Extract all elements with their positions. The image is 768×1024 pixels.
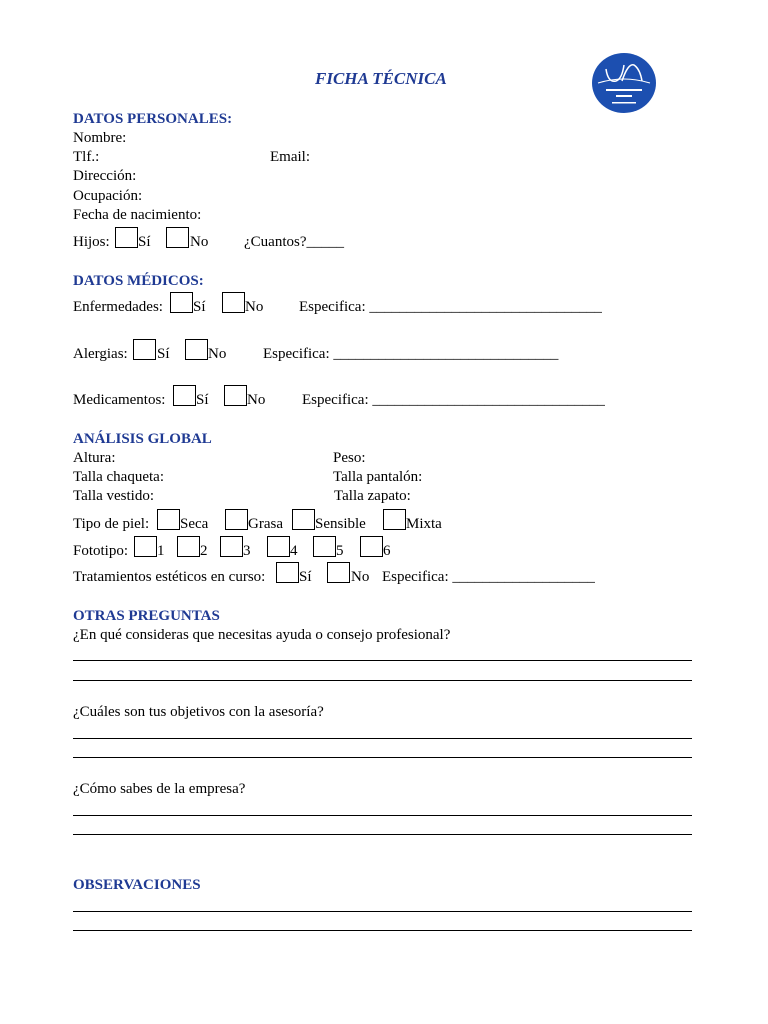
- answer-line[interactable]: [73, 738, 692, 739]
- checkbox-fototipo-3[interactable]: [220, 536, 243, 557]
- label-piel-mixta: Mixta: [406, 516, 442, 532]
- checkbox-alergias-no[interactable]: [185, 339, 208, 360]
- especifica-enfermedades: Especifica: _______________________________: [299, 299, 602, 315]
- label-email: Email:: [270, 149, 310, 165]
- label-piel-sensible: Sensible: [315, 516, 366, 532]
- label-talla-pantalon: Talla pantalón:: [333, 469, 423, 485]
- answer-line[interactable]: [73, 660, 692, 661]
- label-tratamientos: Tratamientos estéticos en curso:: [73, 569, 266, 585]
- label-talla-chaqueta: Talla chaqueta:: [73, 469, 164, 485]
- label-alergias: Alergias:: [73, 346, 128, 362]
- label-nombre: Nombre:: [73, 130, 127, 146]
- label-hijos-si: Sí: [138, 234, 151, 250]
- label-tipo-piel: Tipo de piel:: [73, 516, 150, 532]
- label-nacimiento: Fecha de nacimiento:: [73, 207, 202, 223]
- label-enfermedades-si: Sí: [193, 299, 206, 315]
- label-direccion: Dirección:: [73, 168, 137, 184]
- label-fototipo-6: 6: [383, 543, 391, 559]
- label-talla-vestido: Talla vestido:: [73, 488, 155, 504]
- checkbox-piel-sensible[interactable]: [292, 509, 315, 530]
- label-cuantos: ¿Cuantos?_____: [244, 234, 344, 250]
- label-medicamentos-si: Sí: [196, 392, 209, 408]
- label-piel-seca: Seca: [180, 516, 209, 532]
- label-peso: Peso:: [333, 450, 366, 466]
- question-objetivos: ¿Cuáles son tus objetivos con la asesoría?: [73, 704, 324, 720]
- page-title: FICHA TÉCNICA: [315, 69, 447, 88]
- checkbox-hijos-no[interactable]: [166, 227, 189, 248]
- checkbox-piel-mixta[interactable]: [383, 509, 406, 530]
- especifica-medicamentos: Especifica: _______________________________: [302, 392, 605, 408]
- label-fototipo: Fototipo:: [73, 543, 129, 559]
- label-alergias-no: No: [208, 346, 227, 362]
- label-medicamentos-no: No: [247, 392, 266, 408]
- logo-mark-icon: [592, 53, 656, 113]
- section-heading-personal: DATOS PERSONALES:: [73, 111, 233, 127]
- checkbox-enfermedades-no[interactable]: [222, 292, 245, 313]
- label-talla-zapato: Talla zapato:: [334, 488, 411, 504]
- checkbox-medicamentos-si[interactable]: [173, 385, 196, 406]
- checkbox-enfermedades-si[interactable]: [170, 292, 193, 313]
- label-medicamentos: Medicamentos:: [73, 392, 166, 408]
- question-ayuda: ¿En qué consideras que necesitas ayuda o consejo profesional?: [73, 627, 451, 643]
- label-hijos-no: No: [190, 234, 209, 250]
- label-ocupacion: Ocupación:: [73, 188, 143, 204]
- company-logo: [592, 53, 656, 113]
- checkbox-fototipo-6[interactable]: [360, 536, 383, 557]
- label-alergias-si: Sí: [157, 346, 170, 362]
- checkbox-fototipo-5[interactable]: [313, 536, 336, 557]
- section-heading-other: OTRAS PREGUNTAS: [73, 608, 220, 624]
- label-hijos: Hijos:: [73, 234, 110, 250]
- label-fototipo-2: 2: [200, 543, 208, 559]
- checkbox-tratamientos-no[interactable]: [327, 562, 350, 583]
- answer-line[interactable]: [73, 680, 692, 681]
- label-tratamientos-si: Sí: [299, 569, 312, 585]
- checkbox-fototipo-1[interactable]: [134, 536, 157, 557]
- especifica-alergias: Especifica: ______________________________: [263, 346, 559, 362]
- observaciones-line[interactable]: [73, 911, 692, 912]
- answer-line[interactable]: [73, 834, 692, 835]
- label-enfermedades-no: No: [245, 299, 264, 315]
- checkbox-medicamentos-no[interactable]: [224, 385, 247, 406]
- label-tratamientos-no: No: [351, 569, 370, 585]
- checkbox-fototipo-4[interactable]: [267, 536, 290, 557]
- question-empresa: ¿Cómo sabes de la empresa?: [73, 781, 246, 797]
- label-enfermedades: Enfermedades:: [73, 299, 163, 315]
- label-altura: Altura:: [73, 450, 116, 466]
- observaciones-line[interactable]: [73, 930, 692, 931]
- label-fototipo-1: 1: [157, 543, 165, 559]
- label-fototipo-5: 5: [336, 543, 344, 559]
- answer-line[interactable]: [73, 757, 692, 758]
- checkbox-tratamientos-si[interactable]: [276, 562, 299, 583]
- label-tlf: Tlf.:: [73, 149, 100, 165]
- section-heading-observaciones: OBSERVACIONES: [73, 877, 201, 893]
- section-heading-global: ANÁLISIS GLOBAL: [73, 431, 212, 447]
- label-fototipo-3: 3: [243, 543, 251, 559]
- label-piel-grasa: Grasa: [248, 516, 283, 532]
- checkbox-fototipo-2[interactable]: [177, 536, 200, 557]
- section-heading-medical: DATOS MÉDICOS:: [73, 273, 204, 289]
- label-fototipo-4: 4: [290, 543, 298, 559]
- checkbox-hijos-si[interactable]: [115, 227, 138, 248]
- especifica-tratamientos: Especifica: ___________________: [382, 569, 595, 585]
- checkbox-piel-seca[interactable]: [157, 509, 180, 530]
- checkbox-alergias-si[interactable]: [133, 339, 156, 360]
- answer-line[interactable]: [73, 815, 692, 816]
- checkbox-piel-grasa[interactable]: [225, 509, 248, 530]
